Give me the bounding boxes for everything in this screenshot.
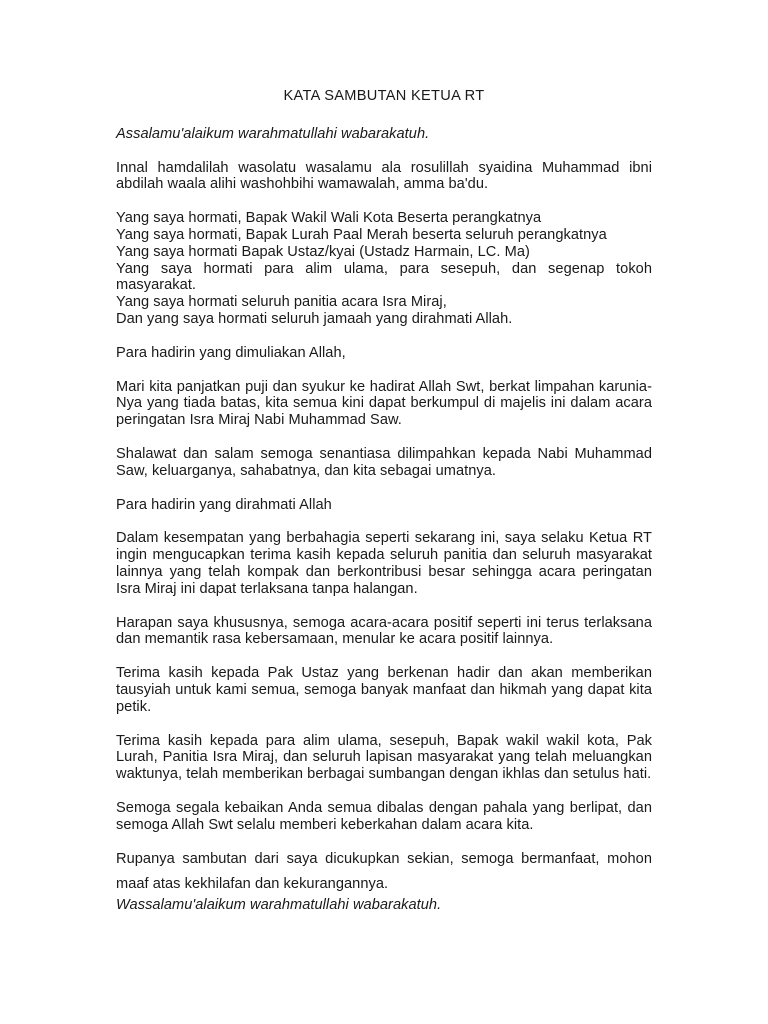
respect-line: Yang saya hormati, Bapak Lurah Paal Merah beserta seluruh perangkatnya: [116, 226, 607, 243]
paragraph-opening-prayer: Innal hamdalilah wasolatu wasalamu ala rosulillah syaidina Muhammad ibni abdilah waala alihi washohbihi wamawalah, amma ba'du.: [116, 159, 652, 193]
respect-line: Yang saya hormati para alim ulama, para sesepuh, dan segenap tokoh masyarakat.: [116, 260, 652, 294]
paragraph-address-2: Para hadirin yang dirahmati Allah: [116, 496, 332, 513]
closing-greeting: Wassalamu'alaikum warahmatullahi wabarakatuh.: [116, 896, 442, 913]
respect-line: Yang saya hormati seluruh panitia acara Isra Miraj,: [116, 294, 447, 311]
paragraph-blessing: Semoga segala kebaikan Anda semua dibalas dengan pahala yang berlipat, dan semoga Allah Swt selalu memberi keberkahan dalam acara kita.: [116, 799, 652, 833]
respect-line: Yang saya hormati Bapak Ustaz/kyai (Ustadz Harmain, LC. Ma): [116, 243, 530, 260]
paragraph-thanks-all: Terima kasih kepada para alim ulama, sesepuh, Bapak wakil wakil kota, Pak Lurah, Panitia Isra Miraj, dan seluruh lapisan masyarakat yang telah meluangkan waktunya, telah memberikan berbagai sumbangan dengan ikhlas dan setulus hati.: [116, 732, 652, 783]
paragraph-gratitude: Mari kita panjatkan puji dan syukur ke hadirat Allah Swt, berkat limpahan karunia-Nya yang tiada batas, kita semua kini dapat berkumpul di majelis ini dalam acara peringatan Isra Miraj Nabi Muhammad Saw.: [116, 378, 652, 429]
respects-list: [116, 210, 652, 328]
paragraph-hope: Harapan saya khususnya, semoga acara-acara positif seperti ini terus terlaksana dan memantik rasa kebersamaan, menular ke acara positif lainnya.: [116, 614, 652, 648]
respect-line: Yang saya hormati, Bapak Wakil Wali Kota Beserta perangkatnya: [116, 210, 542, 227]
paragraph-thanks-committee: Dalam kesempatan yang berbahagia seperti sekarang ini, saya selaku Ketua RT ingin mengucapkan terima kasih kepada seluruh panitia dan seluruh masyarakat lainnya yang telah kompak dan berkontribusi besar sehingga acara peringatan Isra Miraj ini dapat terlaksana tanpa halangan.: [116, 530, 652, 597]
document-title: KATA SAMBUTAN KETUA RT: [283, 88, 485, 104]
opening-greeting: Assalamu'alaikum warahmatullahi wabarakatuh.: [116, 125, 430, 142]
paragraph-address-1: Para hadirin yang dimuliakan Allah,: [116, 344, 346, 361]
paragraph-thanks-ustaz: Terima kasih kepada Pak Ustaz yang berkenan hadir dan akan memberikan tausyiah untuk kami semua, semoga banyak manfaat dan hikmah yang dapat kita petik.: [116, 665, 652, 715]
paragraph-shalawat: Shalawat dan salam semoga senantiasa dilimpahkan kepada Nabi Muhammad Saw, keluarganya, sahabatnya, dan kita sebagai umatnya.: [116, 445, 652, 479]
closing-section: [116, 847, 652, 914]
document-page: [116, 88, 652, 914]
paragraph-closing: Rupanya sambutan dari saya dicukupkan sekian, semoga bermanfaat, mohon maaf atas kekhilafan dan kekurangannya.: [116, 850, 652, 892]
respect-line: Dan yang saya hormati seluruh jamaah yang dirahmati Allah.: [116, 310, 513, 327]
